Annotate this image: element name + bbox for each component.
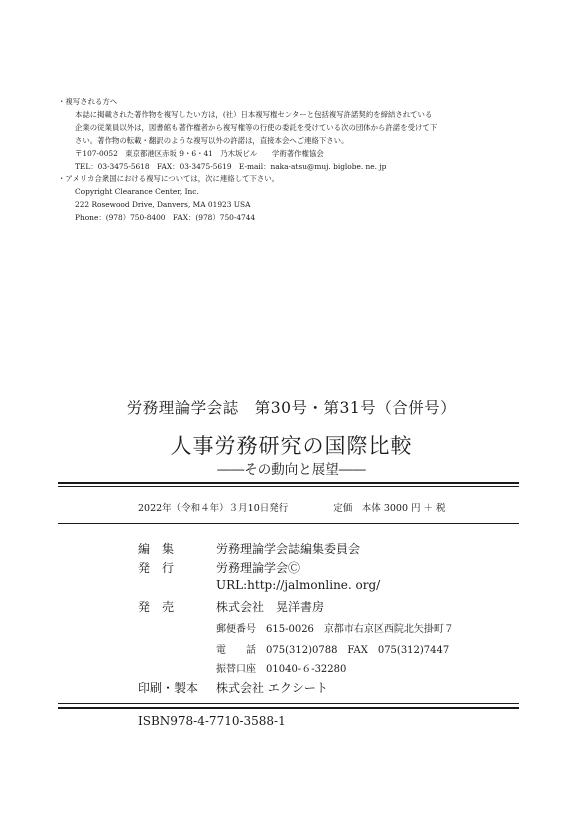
- subtitle: ――その動向と展望――: [217, 462, 366, 478]
- notice-address-usa: 222 Rosewood Drive, Danvers, MA 01923 USA: [75, 200, 251, 210]
- divider-top-thick: [58, 482, 519, 484]
- divider-bottom-thin: [58, 703, 519, 704]
- publisher-label: 発 行: [138, 561, 175, 575]
- publisher-row: [138, 559, 300, 576]
- notice-body-line: 本誌に掲載された著作物を複写したい方は，(社）日本複写権センターと包括複写許諾契約を締結されている: [75, 109, 433, 119]
- editor-row: [138, 540, 360, 557]
- journal-title: 労務理論学会誌 第30号・第31号（合併号）: [126, 399, 457, 417]
- distributor-postal-address: 郵便番号 615-0026 京都市右京区西院北矢掛町７: [216, 624, 454, 635]
- printer-name: 株式会社 エクシート: [216, 681, 328, 695]
- divider-top-thin: [58, 486, 519, 487]
- printer-row: [138, 679, 328, 696]
- notice-org-usa: Copyright Clearance Center, Inc.: [75, 187, 199, 197]
- copyright-notice: [58, 96, 528, 225]
- distributor-transfer-account: 振替口座 01040-６-32280: [216, 664, 347, 675]
- notice-contact-usa: Phone：(978）750-8400 FAX：(978）750-4744: [75, 213, 256, 223]
- publisher-url: URL:http://jalmonline. org/: [216, 578, 381, 592]
- distributor-label: 発 売: [138, 600, 175, 614]
- editor-label: 編 集: [138, 542, 175, 556]
- isbn: ISBN978-4-7710-3588-1: [138, 714, 286, 728]
- distributor-name: 株式会社 晃洋書房: [216, 600, 325, 614]
- phone-row: [138, 641, 449, 656]
- notice-heading-usa: ・アメリカ合衆国における複写については，次に連絡して下さい。: [58, 174, 280, 184]
- distributor-row: [138, 598, 324, 615]
- publication-info: [138, 500, 446, 514]
- main-title: 人事労務研究の国際比較: [170, 434, 413, 458]
- divider-middle: [58, 523, 519, 524]
- editor-name: 労務理論学会誌編集委員会: [216, 542, 361, 556]
- divider-bottom-thick: [58, 707, 519, 709]
- url-row: [138, 578, 380, 592]
- notice-heading-japan: ・複写される方へ: [58, 97, 118, 106]
- notice-address-japan: 〒107-0052 東京都港区赤坂 9・6・41 乃木坂ビル 学術著作権協会: [75, 148, 324, 158]
- notice-body-line: 企業の従業員以外は，図書館も著作権者から複写権等の行使の委託を受けている次の団体から許諾を受けて下: [75, 122, 438, 132]
- publisher-name: 労務理論学会Ⓒ: [216, 561, 301, 575]
- postal-row: [138, 620, 454, 635]
- distributor-phone-fax: 電 話 075(312)0788 FAX 075(312)7447: [216, 645, 450, 656]
- notice-contact-japan: TEL：03-3475-5618 FAX：03-3475-5619 E-mail：naka-atsu@muj. biglobe. ne. jp: [75, 161, 387, 171]
- notice-body-line: さい。著作物の転載・翻訳のような複写以外の許諾は，直接本会へご連絡下さい。: [75, 135, 349, 145]
- printer-label: 印刷・製本: [138, 681, 199, 695]
- price: 定価 本体 3000 円 ＋ 税: [333, 503, 446, 514]
- publication-date: 2022年（令和４年）３月10日発行: [138, 503, 289, 514]
- transfer-row: [138, 660, 346, 675]
